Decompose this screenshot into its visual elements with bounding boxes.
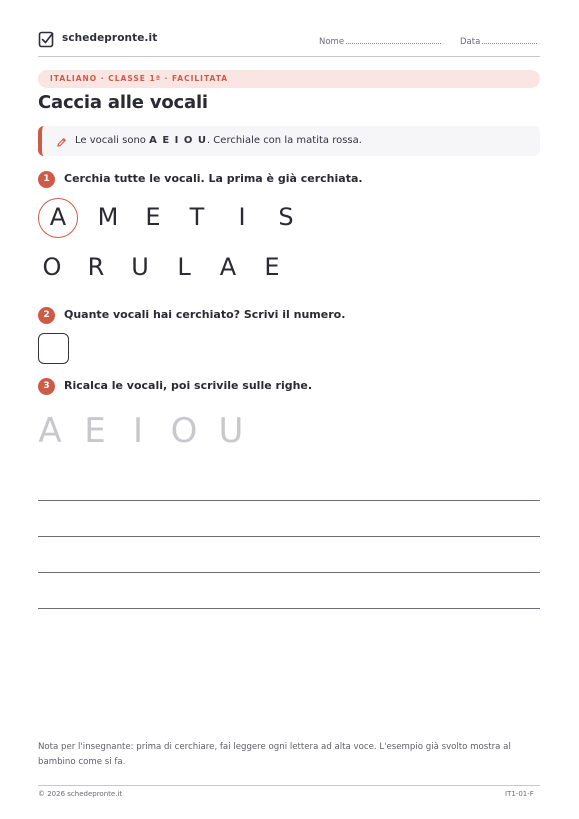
date-dotted-line xyxy=(482,35,537,44)
date-label: Data xyxy=(460,37,481,47)
exercise-2-question: Quante vocali hai cerchiato? Scrivi il numero. xyxy=(64,308,346,321)
date-field[interactable] xyxy=(460,35,537,47)
answer-box[interactable] xyxy=(38,333,69,364)
exercise-2-badge: 2 xyxy=(38,307,55,324)
writing-line-2[interactable] xyxy=(38,536,540,537)
hint-pre: Le vocali sono xyxy=(75,135,146,146)
page-title: Caccia alle vocali xyxy=(38,92,208,113)
hint-vowels: A E I O U xyxy=(149,135,207,146)
footer-copyright: © 2026 schedepronte.it xyxy=(38,790,123,798)
trace-letter-2[interactable]: E xyxy=(84,411,106,451)
letter-row2-3[interactable]: U xyxy=(131,253,149,281)
letter-row1-1[interactable]: A xyxy=(49,203,67,231)
letter-row1-6[interactable]: S xyxy=(278,203,294,231)
letter-row1-2[interactable]: M xyxy=(97,203,119,231)
footer-code: IT1-01-F xyxy=(505,790,534,798)
hint-text xyxy=(75,135,362,146)
hint-post: . Cerchiale con la matita rossa. xyxy=(206,135,362,146)
exercise-3-badge: 3 xyxy=(38,378,55,395)
writing-line-4[interactable] xyxy=(38,608,540,609)
site-name: schedepronte.it xyxy=(62,32,158,44)
trace-letter-1[interactable]: A xyxy=(38,411,62,451)
name-dotted-line xyxy=(346,35,441,44)
letter-row1-4[interactable]: T xyxy=(189,203,205,231)
header-divider xyxy=(38,56,540,57)
writing-line-3[interactable] xyxy=(38,572,540,573)
letter-row1-5[interactable]: I xyxy=(238,203,246,231)
letter-row2-5[interactable]: A xyxy=(219,253,237,281)
footer-divider xyxy=(38,785,540,786)
exercise-1-badge: 1 xyxy=(38,171,55,188)
name-label: Nome xyxy=(319,37,345,47)
trace-letter-4[interactable]: O xyxy=(170,411,198,451)
pencil-icon xyxy=(56,137,67,148)
writing-line-1[interactable] xyxy=(38,500,540,501)
letter-row2-2[interactable]: R xyxy=(87,253,105,281)
letter-row2-6[interactable]: E xyxy=(264,253,280,281)
letter-row2-4[interactable]: L xyxy=(177,253,191,281)
exercise-3-question: Ricalca le vocali, poi scrivile sulle righe. xyxy=(64,379,313,392)
subject-label: ITALIANO · CLASSE 1ª · FACILITATA xyxy=(50,74,229,83)
letter-row1-3[interactable]: E xyxy=(145,203,161,231)
name-field[interactable] xyxy=(319,35,441,47)
trace-letter-3[interactable]: I xyxy=(132,411,144,451)
exercise-1-question: Cerchia tutte le vocali. La prima è già cerchiata. xyxy=(64,172,363,185)
teacher-note: Nota per l'insegnante: prima di cerchiare, fai leggere ogni lettera ad alta voce. L'esempio già svolto mostra al bambino come si fa. xyxy=(38,742,511,767)
logo-checkbox-icon xyxy=(38,30,56,48)
letter-row2-1[interactable]: O xyxy=(42,253,62,281)
trace-letter-5[interactable]: U xyxy=(218,411,244,451)
